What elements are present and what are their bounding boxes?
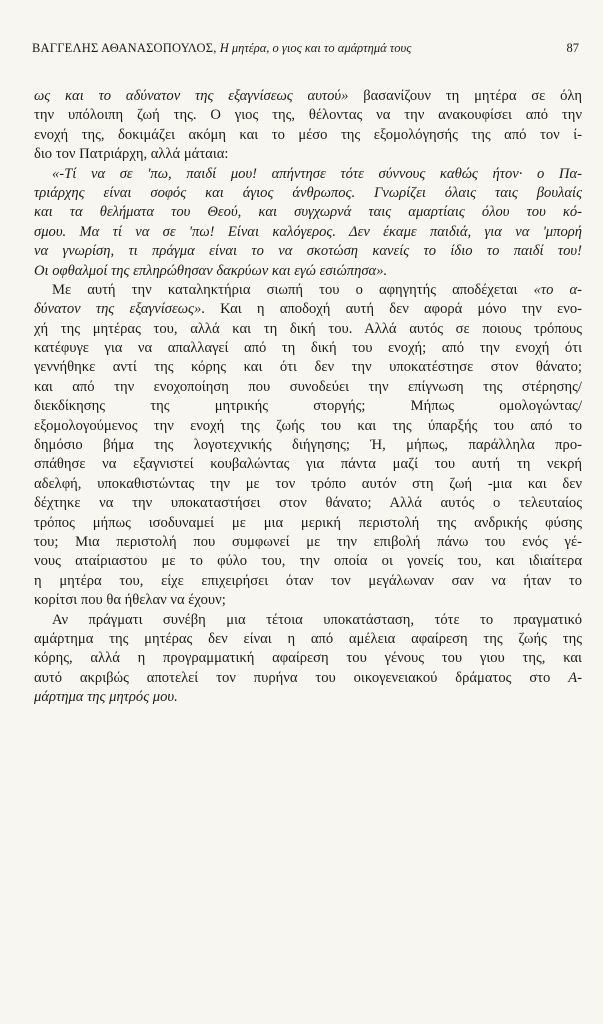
italic-text: τριάρχης είναι σοφός και άγιος άνθρωπος. Γνωρίζει όλαις ταις βουλαίς [34,184,582,201]
text-line [34,184,582,203]
text-line [34,397,582,416]
italic-text: Α- [568,669,582,686]
italic-text: σμου. Μα τί να σε 'πω! Είναι καλόγερος. Δεν έκαμε παιδιά, για να 'μπορή [34,223,582,240]
text-segment: του; Μια περιστολή που συμφωνεί με την επιβολή πάνω του ενός γέ- [34,533,582,550]
text-line [34,223,582,242]
text-line [34,281,582,300]
text-line [34,611,582,630]
text-segment: κορίτσι που θα ήθελαν να έχουν; [34,592,226,609]
text-segment: κόρης, αλλά η προγραμματική αφαίρεση του γένους του γιου της, και [34,650,582,667]
text-line [34,591,582,610]
text-segment: σπάθησε να εξαγνιστεί κουβαλώντας για πάντα μαζί του αυτή τη νεκρή [34,456,582,473]
text-line [34,203,582,222]
text-segment: Με αυτή την καταληκτήρια σιωπή του ο αφηγητής αποδέχεται [52,281,534,298]
text-segment: αυτό ακριβώς αποτελεί τον πυρήνα του οικογενειακού δράματος στο [34,669,569,686]
text-segment: τρόπος μήπως ισοδυναμεί με μια μερική περιστολή της ανδρικής φύσης [34,514,582,531]
text-line [34,475,582,494]
text-segment: . Και η αποδοχή αυτή δεν αφορά μόνο την ενο- [201,301,582,318]
text-segment: Αν πράγματι συνέβη μια τέτοια υποκατάσταση, τότε το πραγματικό [52,611,582,628]
text-line [34,126,582,145]
text-line [34,533,582,552]
page-number: 87 [566,41,579,55]
text-line [34,514,582,533]
italic-text: δύνατον της εξαγνίσεως» [34,301,202,318]
text-line [34,378,582,397]
text-line [34,688,582,707]
text-segment: διο τον Πατριάρχη, αλλά μάταια: [34,146,229,163]
body-text [34,87,582,708]
text-segment: νους αταίριαστου με το φύλο του, την οποία οι γονείς του, και ιδιαίτερα [34,553,582,570]
text-line [34,242,582,261]
text-segment: δέχτηκε να την υποκαταστήσει στον θάνατο; Αλλά αυτός ο τελευταίος [34,495,582,512]
text-line [34,552,582,571]
text-line [34,455,582,474]
text-line [34,145,582,164]
text-segment: διεκδίκησης της μητρικής στοργής; Μήπως ομολογώντας/ [34,398,582,415]
text-segment: ενοχή της, δοκιμάζει ακόμη και το μέσο της εξομολόγησής της από τον ί- [34,126,582,143]
text-line [34,300,582,319]
italic-text: μάρτημα της μητρός μου. [34,689,178,706]
text-line [34,630,582,649]
text-line [34,572,582,591]
text-segment: την υπόλοιπη ζωή της. Ο γιος της, θέλοντας να την ανακουφίσει από την [34,107,582,124]
text-line [34,262,582,281]
italic-text: «-Τί να σε 'πω, παιδί μου! απήντησε τότε σύννους καθώς ήτον· ο Πα- [52,165,582,182]
text-line [34,417,582,436]
italic-text: να γνωρίση, τι πράγμα είναι το να σκοτώση κανείς το ίδιο το παιδί του! [34,243,582,260]
text-line [34,87,582,106]
text-segment: η μητέρα του, είχε επιχειρήσει όταν τον μεγάλωναν σαν να ήταν το [34,572,582,589]
text-line [34,358,582,377]
text-segment: γεννήθηκε αντί της κόρης και ότι δεν την υποκατέστησε στον θάνατο; [34,359,582,376]
text-segment: αμάρτημα της μητέρας δεν είναι η από αμέλεια αφαίρεση της ζωής της [34,630,582,647]
text-segment: εξομολογούμενος την ενοχή της ζωής του και της ύπαρξής του από το [34,417,582,434]
text-segment: και από την ενοχοποίηση που συνοδεύει την επίγνωση της στέρησης/ [34,378,582,395]
text-line [34,165,582,184]
running-head [32,40,579,56]
text-line [34,494,582,513]
italic-text: και τα θελήματα του Θεού, και συγχωρνά ταις αμαρτίαις όλου του κό- [34,204,582,221]
author-name: ΒΑΓΓΕΛΗΣ ΑΘΑΝΑΣΟΠΟΥΛΟΣ, [32,41,217,55]
text-line [34,320,582,339]
book-title: Η μητέρα, ο γιος και το αμάρτημά τους [219,41,412,55]
italic-text: «το α- [533,281,582,298]
italic-text: Οι οφθαλμοί της επληρώθησαν δακρύων και εγώ εσιώπησα». [34,262,388,279]
text-line [34,339,582,358]
text-line [34,649,582,668]
text-line [34,669,582,688]
text-segment: αδελφή, υποκαθιστώντας την με τον τρόπο αυτόν στη ζωή -μια και δεν [34,475,582,492]
text-segment: κατέφυγε για να απαλλαγεί από τη δική του ενοχή; από την ενοχή ότι [34,340,582,357]
text-segment: βασανίζουν τη μητέρα σε όλη [348,88,582,104]
text-segment: χή της μητέρας του, αλλά και τη δική του. Αλλά αυτός σε ποιους τρόπους [34,320,582,337]
italic-text: ως και το αδύνατον της εξαγνίσεως αυτού» [34,88,349,104]
text-line [34,106,582,125]
text-segment: δημόσιο βήμα της λογοτεχνικής διήγησης; Ή, μήπως, παράλληλα προ- [34,437,582,454]
text-line [34,436,582,455]
